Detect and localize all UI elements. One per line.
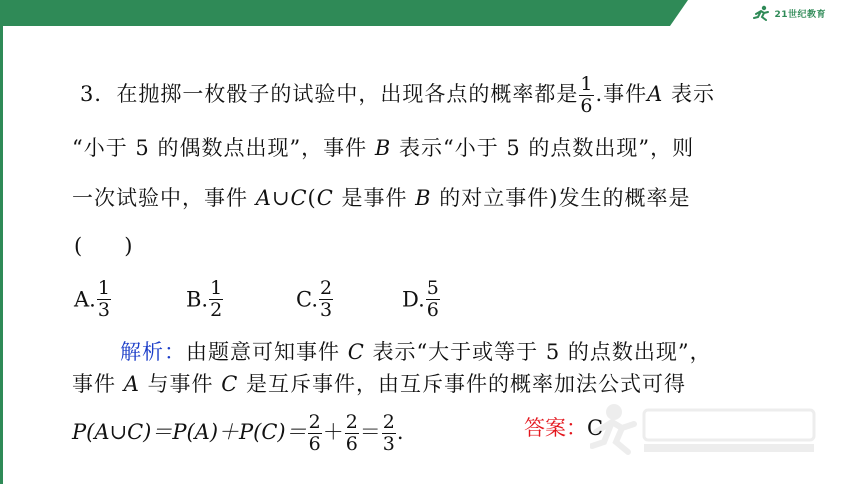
formula-fraction-1 [308,412,322,455]
analysis-text-2a: 事件 [72,372,124,396]
question-line-1 [80,74,715,117]
question-text-2a: “小于 5 的偶数点出现”，事件 [72,136,375,160]
event-b: B [374,136,392,160]
question-text-1b: .事件 [595,82,648,106]
option-numerator: 1 [210,277,223,299]
analysis-event-c: C [347,340,365,364]
answer-label: 答案： [524,416,587,440]
formula-numerator: 2 [345,411,358,433]
question-text-3c: 是事件 [333,186,416,210]
option-denominator: 2 [210,299,223,321]
analysis-line-1 [120,338,712,366]
option-b [186,278,224,321]
question-text-2b: 表示“小于 5 的点数出现”，则 [391,136,695,160]
watermark-logo-icon [590,398,830,458]
left-accent-line [0,26,3,484]
formula-denominator: 3 [382,433,395,455]
analysis-line-2 [72,370,686,398]
question-text-1a: 在抛掷一枚骰子的试验中，出现各点的概率都是 [116,82,579,106]
formula-fraction-3 [382,412,396,455]
option-label: D. [402,287,425,312]
option-denominator: 6 [426,299,439,321]
analysis-event-c2: C [221,372,239,396]
event-a: A [647,82,664,106]
option-fraction [319,278,333,321]
option-fraction [97,278,111,321]
question-number: 3． [80,82,117,106]
event-union: A∪C [255,186,308,210]
formula-fraction-2 [345,412,359,455]
option-denominator: 3 [320,299,333,321]
analysis-text-2b: 与事件 [139,372,222,396]
formula-denominator: 6 [308,433,321,455]
option-fraction [209,278,223,321]
formula-plus: ＋ [322,420,344,444]
analysis-text-2c: 是互斥事件，由互斥事件的概率加法公式可得 [238,372,686,396]
question-text-3a: 一次试验中，事件 [72,186,256,210]
fraction-numerator: 1 [580,73,594,95]
formula-lhs: P(A∪C)＝P(A)＋P(C)＝ [72,420,307,444]
formula-equals: ＝ [359,420,381,444]
fraction-denominator: 6 [580,95,594,117]
event-b-ref: B [415,186,432,210]
brand-logo [753,4,826,22]
option-c [296,278,334,321]
answer-value: C [587,416,604,440]
question-line-3 [72,184,690,212]
answer-blank: ( ) [74,234,133,258]
option-numerator: 1 [97,277,110,299]
analysis-label: 解析： [120,340,186,364]
option-label: C. [296,287,318,312]
question-text-3b: ( [307,186,317,210]
event-c: C [316,186,334,210]
option-label: A. [74,287,96,312]
question-line-2 [72,134,694,162]
formula-numerator: 2 [308,411,321,433]
option-numerator: 2 [320,277,333,299]
runner-logo-icon [753,5,771,21]
fraction-one-sixth [579,74,594,117]
option-a [74,278,112,321]
option-d [402,278,441,321]
brand-logo-text: 21世纪教育 [774,9,826,20]
answer [524,412,603,442]
formula-end: . [396,420,404,444]
option-denominator: 3 [97,299,110,321]
option-fraction [426,278,440,321]
formula-numerator: 2 [382,411,395,433]
analysis-text-1b: 表示“大于或等于 5 的点数出现”， [364,340,712,364]
question-text-1c: 表示 [663,82,716,106]
option-numerator: 5 [426,277,439,299]
question-text-3d: 的对立事件)发生的概率是 [431,186,691,210]
analysis-event-a: A [123,372,140,396]
formula-denominator: 6 [345,433,358,455]
analysis-text-1a: 由题意可知事件 [186,340,348,364]
option-label: B. [186,287,209,312]
analysis-formula [72,412,404,455]
